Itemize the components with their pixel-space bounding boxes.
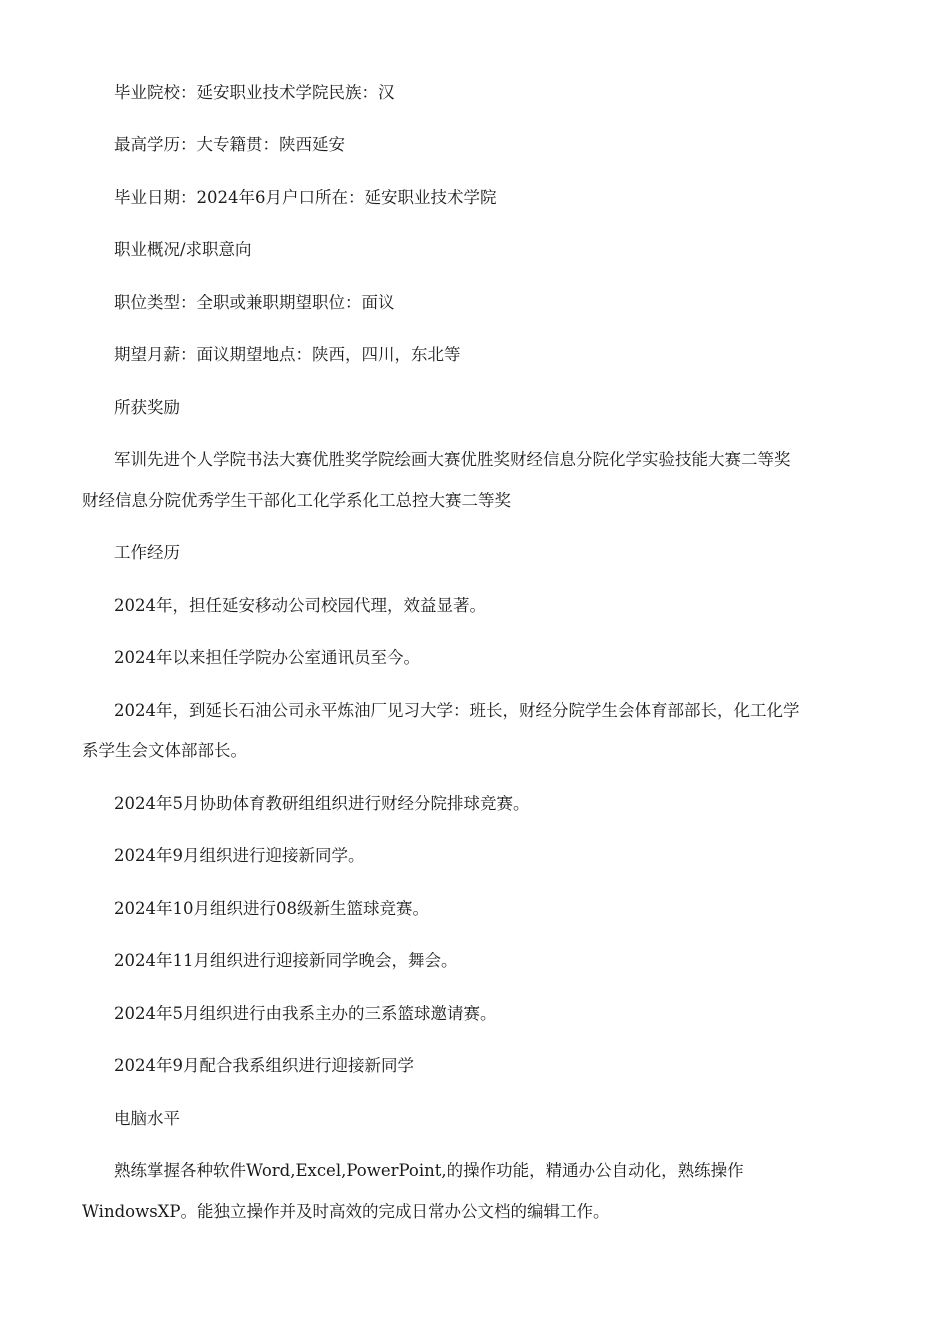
computer-skills-heading: 电脑水平 — [114, 1109, 180, 1128]
awards-heading: 所获奖励 — [114, 398, 180, 417]
awards-text-line-2: 财经信息分院优秀学生干部化工化学系化工总控大赛二等奖 — [82, 491, 511, 510]
graduation-school-line: 毕业院校：延安职业技术学院民族：汉 — [114, 83, 395, 102]
awards-text-line-1: 军训先进个人学院书法大赛优胜奖学院绘画大赛优胜奖财经信息分院化学实验技能大赛二等奖 — [114, 450, 791, 469]
position-type-line: 职位类型：全职或兼职期望职位：面议 — [114, 293, 395, 312]
computer-skills-line-1: 熟练掌握各种软件Word,Excel,PowerPoint,的操作功能，精通办公自动化，熟练操作 — [114, 1161, 744, 1180]
work-item-1: 2024年，担任延安移动公司校园代理，效益显著。 — [114, 596, 486, 615]
work-item-7: 2024年11月组织进行迎接新同学晚会，舞会。 — [114, 951, 458, 970]
work-item-8: 2024年5月组织进行由我系主办的三系篮球邀请赛。 — [114, 1004, 497, 1023]
work-item-5: 2024年9月组织进行迎接新同学。 — [114, 846, 365, 865]
computer-skills-line-2: WindowsXP。能独立操作并及时高效的完成日常办公文档的编辑工作。 — [82, 1202, 610, 1221]
work-item-4: 2024年5月协助体育教研组组织进行财经分院排球竞赛。 — [114, 794, 530, 813]
work-item-3-line-2: 系学生会文体部部长。 — [82, 741, 247, 760]
career-objective-heading: 职业概况/求职意向 — [114, 240, 252, 259]
work-experience-heading: 工作经历 — [114, 543, 180, 562]
salary-location-line: 期望月薪：面议期望地点：陕西，四川，东北等 — [114, 345, 461, 364]
work-item-9: 2024年9月配合我系组织进行迎接新同学 — [114, 1056, 414, 1075]
graduation-date-line: 毕业日期：2024年6月户口所在：延安职业技术学院 — [114, 188, 497, 207]
work-item-6: 2024年10月组织进行08级新生篮球竞赛。 — [114, 899, 429, 918]
work-item-2: 2024年以来担任学院办公室通讯员至今。 — [114, 648, 420, 667]
work-item-3-line-1: 2024年，到延长石油公司永平炼油厂见习大学：班长，财经分院学生会体育部部长，化工化学 — [114, 701, 800, 720]
education-line: 最高学历：大专籍贯：陕西延安 — [114, 135, 345, 154]
